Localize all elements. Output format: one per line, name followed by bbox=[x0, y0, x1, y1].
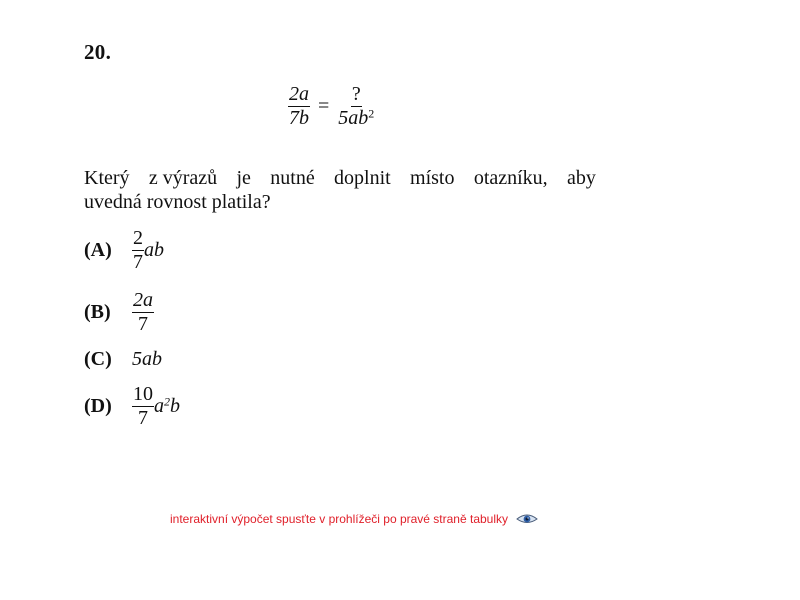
option-d-numerator: 10 bbox=[133, 383, 153, 405]
left-numerator: 2a bbox=[289, 83, 309, 105]
option-d bbox=[84, 384, 180, 429]
option-d-denominator: 7 bbox=[138, 407, 148, 429]
option-c-expression: 5ab bbox=[132, 348, 162, 370]
option-d-tail-base: a bbox=[154, 395, 164, 417]
question-word: aby bbox=[567, 167, 596, 189]
right-fraction bbox=[337, 84, 375, 129]
option-b-fraction bbox=[132, 290, 154, 335]
option-a-tail: ab bbox=[144, 239, 164, 261]
right-denominator-exponent: 2 bbox=[368, 106, 375, 121]
equals-sign: = bbox=[318, 95, 330, 117]
option-a-numerator: 2 bbox=[133, 227, 143, 249]
option-b-denominator: 7 bbox=[138, 313, 148, 335]
option-a bbox=[84, 228, 164, 273]
left-fraction bbox=[288, 84, 310, 129]
option-a-expression bbox=[132, 228, 164, 273]
option-a-denominator: 7 bbox=[133, 251, 143, 273]
option-d-expression bbox=[132, 384, 180, 429]
option-c bbox=[84, 348, 162, 371]
option-b bbox=[84, 290, 154, 335]
question-word: je bbox=[236, 167, 251, 189]
right-denominator-base: 5ab bbox=[338, 107, 369, 129]
option-d-tail-exponent: 2 bbox=[164, 394, 170, 409]
option-a-label: (A) bbox=[84, 239, 112, 261]
option-d-label: (D) bbox=[84, 395, 112, 417]
eye-icon[interactable] bbox=[516, 513, 538, 525]
option-a-fraction bbox=[132, 228, 144, 273]
question-word: doplnit bbox=[334, 167, 391, 189]
right-numerator: ? bbox=[351, 83, 361, 105]
option-d-tail-end: b bbox=[170, 395, 180, 417]
option-c-label: (C) bbox=[84, 348, 112, 370]
option-b-label: (B) bbox=[84, 301, 111, 323]
question-line-1 bbox=[84, 166, 596, 190]
left-denominator: 7b bbox=[289, 107, 309, 129]
option-d-fraction bbox=[132, 384, 154, 429]
question-text bbox=[84, 166, 596, 214]
question-word: nutné bbox=[270, 167, 315, 189]
option-d-tail bbox=[154, 395, 180, 418]
right-denominator bbox=[337, 107, 375, 129]
interactive-note-text: interaktivní výpočet spusťte v prohlížeči po pravé straně tabulky bbox=[170, 512, 509, 526]
task-number: 20. bbox=[84, 40, 112, 64]
equation bbox=[288, 84, 375, 129]
question-word: otazníku, bbox=[473, 167, 548, 189]
question-word: z výrazů bbox=[148, 167, 218, 189]
question-line-2: uvedná rovnost platila? bbox=[84, 191, 271, 213]
option-b-expression bbox=[132, 290, 154, 335]
question-word: místo bbox=[410, 167, 455, 189]
interactive-note bbox=[170, 512, 538, 526]
question-word: Který bbox=[84, 167, 130, 189]
option-b-numerator: 2a bbox=[133, 289, 153, 311]
